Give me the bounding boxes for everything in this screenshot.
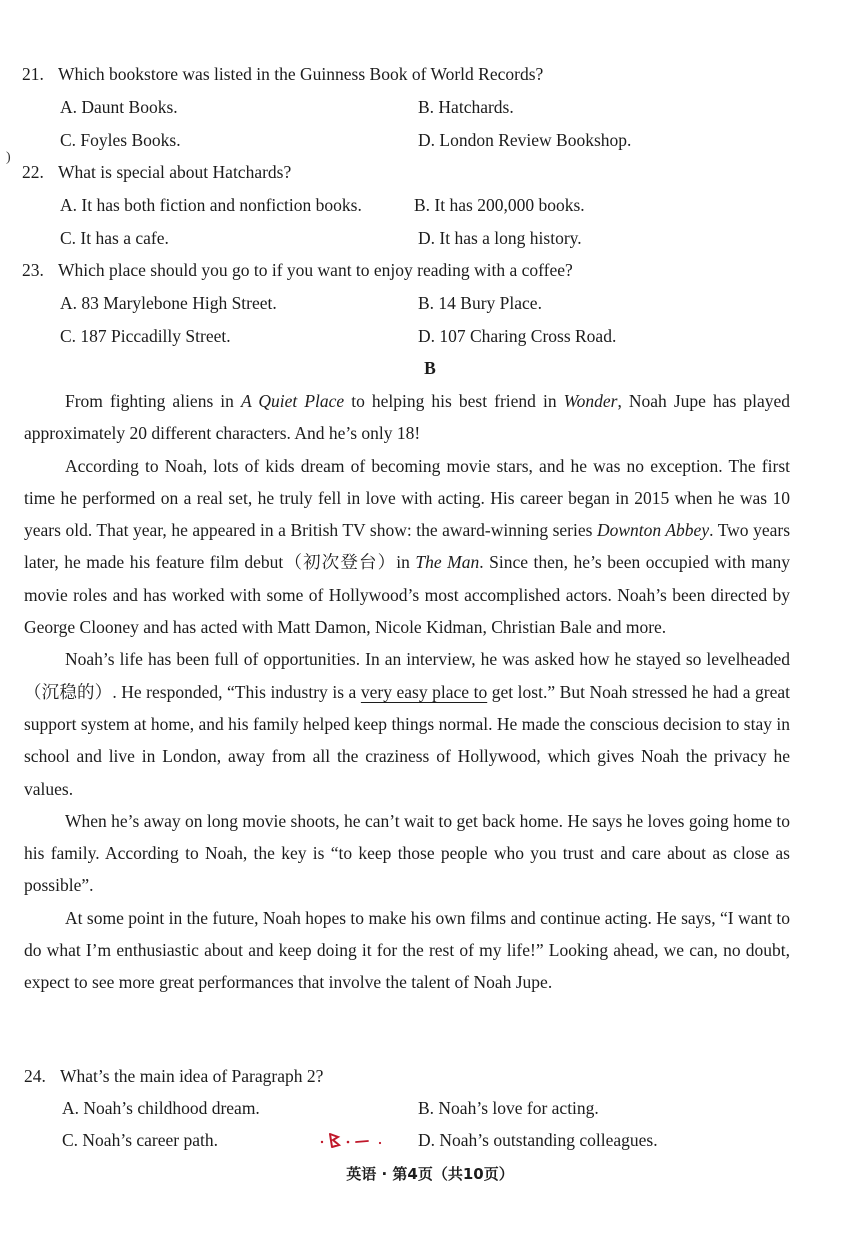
option-b: B. It has 200,000 books. [414,195,585,215]
movie-title: A Quiet Place [240,391,345,411]
question-text: What is special about Hatchards? [58,162,292,182]
movie-title: Wonder [563,391,618,411]
option-c: C. Foyles Books. [60,130,181,150]
question-21 [22,64,822,85]
text-run: to helping his best friend in [344,391,564,411]
option-a: A. It has both fiction and nonfiction books. [60,195,362,215]
question-text: Which place should you go to if you want to enjoy reading with a coffee? [58,260,573,280]
question-number: 21. [22,64,44,84]
question-text: What’s the main idea of Paragraph 2? [60,1066,324,1086]
option-c: C. It has a cafe. [60,228,169,248]
movie-title: The Man [415,552,480,573]
option-b: B. Noah’s love for acting. [418,1098,599,1118]
option-a: A. Daunt Books. [60,97,178,117]
text-run: . Two years later, he made his feature film debut（初次登台）in [24,520,791,573]
question-22 [22,162,822,183]
text-run: Noah’s life has been full of opportunities. In an interview, he was asked how he stayed so levelheaded（沉稳的）. He responded, “This industry is a [24,649,790,702]
option-a: A. Noah’s childhood dream. [62,1098,260,1118]
text-run: According to Noah, lots of kids dream of becoming movie stars, and he was no exception. The first time he performed on a real set, he truly fell in love with acting. His career began in 2015 when he was 10 years old. That year, he appeared in a British TV show: the award-winning series [24,455,790,541]
reading-passage [24,385,790,999]
option-d: D. Noah’s outstanding colleagues. [418,1130,658,1150]
underlined-phrase: very easy place to [360,681,488,702]
page-footer: 英语 · 第4页（共10页） [346,1165,514,1183]
question-text: Which bookstore was listed in the Guinness Book of World Records? [58,64,544,84]
question-23 [22,260,822,281]
handwritten-red-mark [318,1129,390,1151]
paragraph-5: At some point in the future, Noah hopes to make his own films and continue acting. He says, “I want to do what I’m enthusiastic about and keep doing it for the rest of my life!” Looking ahead, we can, no doubt, expect to see more great performances that involve the talent of Noah Jupe. [24,907,790,993]
question-24 [24,1066,824,1087]
show-title: Downton Abbey [596,520,710,541]
text-run: get lost.” But Noah stressed he had a great support system at home, and his family helped keep things normal. He made the conscious decision to stay in school and live in London, away from all the craziness of Hollywood, which gives Noah the privacy he values. [24,681,791,799]
margin-pencil-mark: ) [6,150,11,165]
text-run: , Noah Jupe has played approximately 20 different characters. And he’s only 18! [24,391,790,444]
option-b: B. 14 Bury Place. [418,293,542,313]
paragraph-4: When he’s away on long movie shoots, he can’t wait to get back home. He says he loves going home to his family. According to Noah, the key is “to keep those people who you trust and care about as close as possible”. [24,810,790,896]
option-b: B. Hatchards. [418,97,514,117]
section-heading: B [424,358,436,378]
paragraph-3 [24,643,790,804]
option-c: C. 187 Piccadilly Street. [60,326,231,346]
question-number: 22. [22,162,44,182]
option-a: A. 83 Marylebone High Street. [60,293,277,313]
option-c: C. Noah’s career path. [62,1130,218,1150]
text-run: From fighting aliens in [65,391,241,411]
question-number: 23. [22,260,44,280]
paragraph-1 [24,385,790,450]
text-run: . Since then, he’s been occupied with many movie roles and has worked with some of Hollywood’s most accomplished actors. Noah’s been directed by George Clooney and has acted with Matt Damon, Nicole Kidman, Christian Bale and more. [24,552,790,638]
paragraph-2 [24,450,790,644]
question-number: 24. [24,1066,46,1086]
option-d: D. 107 Charing Cross Road. [418,326,617,346]
option-d: D. It has a long history. [418,228,582,248]
option-d: D. London Review Bookshop. [418,130,632,150]
